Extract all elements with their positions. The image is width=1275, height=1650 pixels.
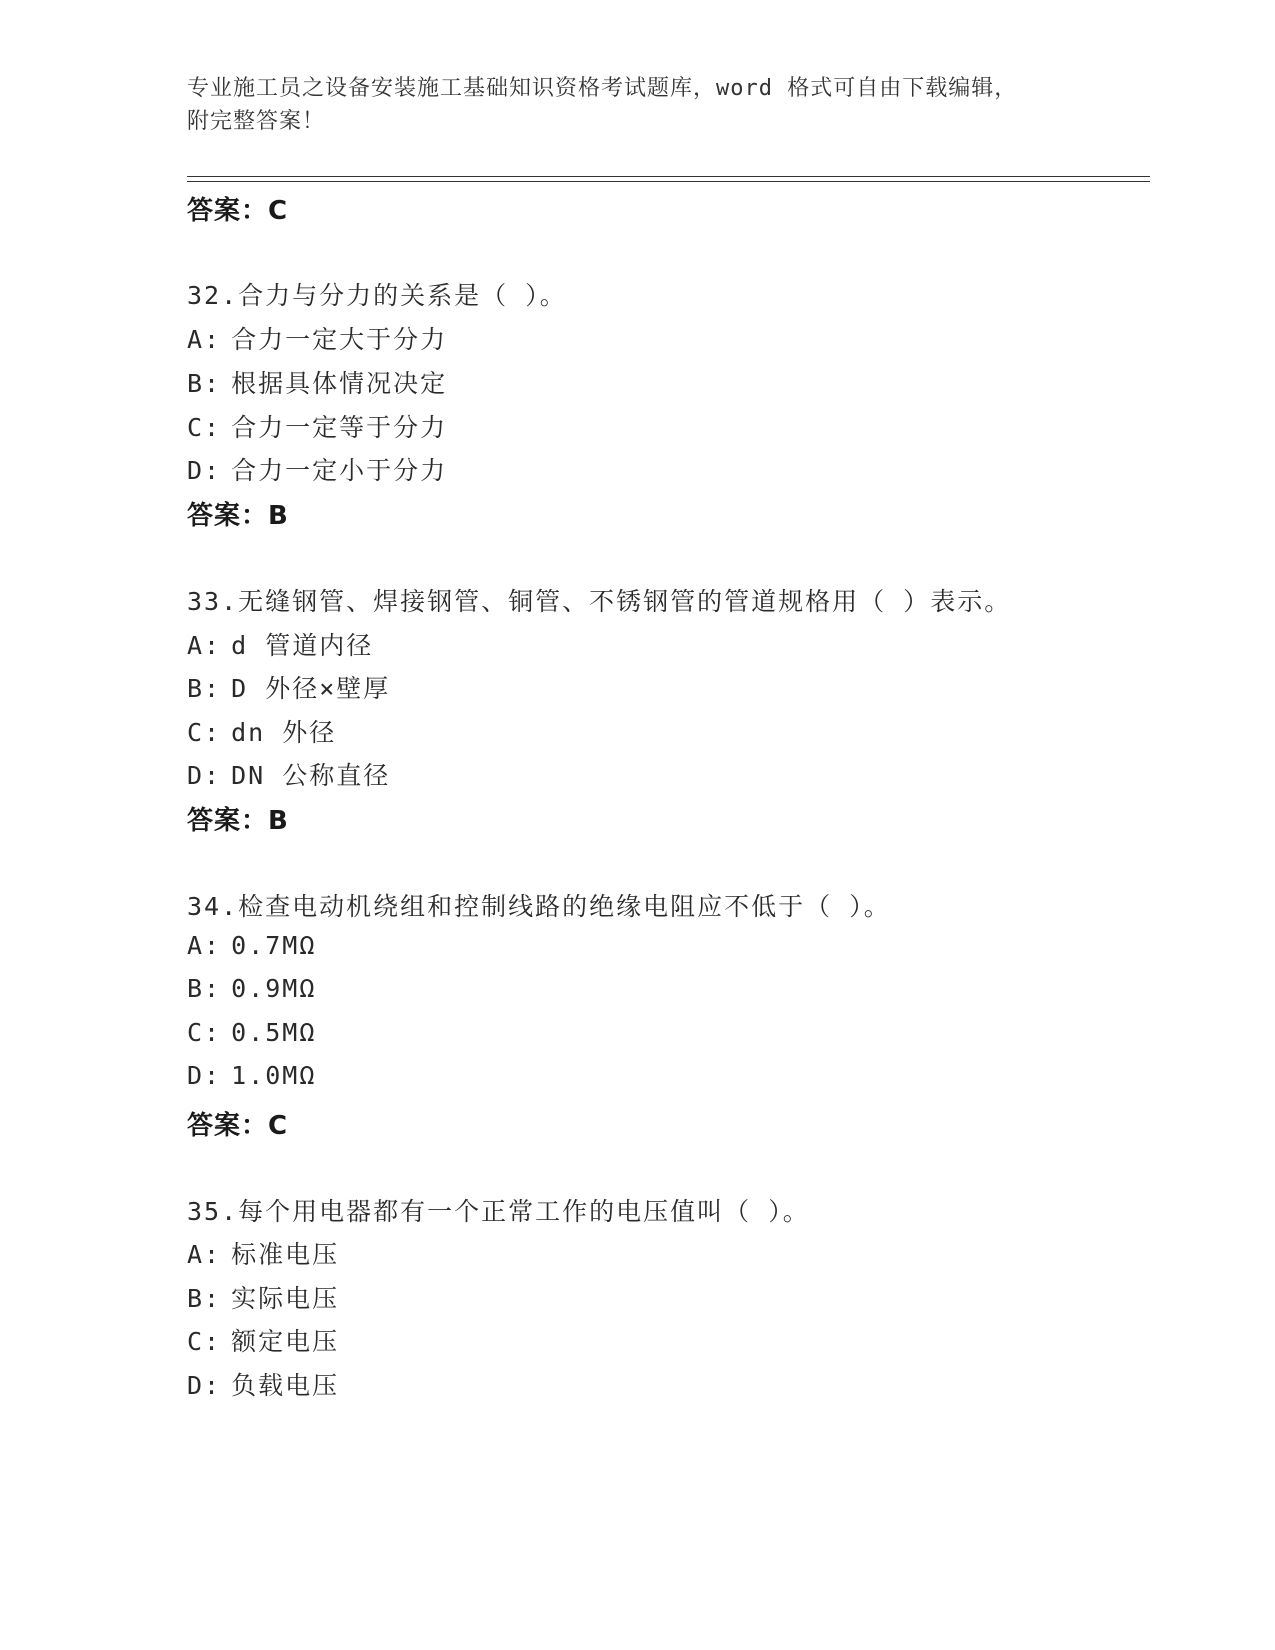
- question-32-option-b: [187, 364, 447, 400]
- question-35-option-a: [187, 1235, 339, 1271]
- option-letter: B:: [187, 1284, 222, 1313]
- option-text: 合力一定大于分力: [231, 325, 448, 354]
- option-letter: A:: [187, 325, 222, 354]
- option-text: 实际电压: [231, 1284, 340, 1313]
- option-letter: D:: [187, 456, 222, 485]
- question-34-answer: 答案：C: [187, 1111, 289, 1141]
- option-letter: D:: [187, 1061, 222, 1090]
- option-text: DN 公称直径: [231, 761, 391, 790]
- option-letter: B:: [187, 369, 222, 398]
- question-32-answer: 答案：B: [187, 501, 289, 531]
- question-32-option-d: [187, 451, 447, 487]
- option-letter: C:: [187, 718, 222, 747]
- question-34-stem: 34.检查电动机绕组和控制线路的绝缘电阻应不低于（ ）。: [187, 892, 891, 921]
- option-letter: A:: [187, 631, 222, 660]
- question-33-answer: 答案：B: [187, 806, 289, 836]
- option-text: d 管道内径: [231, 631, 374, 660]
- option-text: 0.5MΩ: [231, 1018, 317, 1047]
- question-34-option-c: [187, 1018, 316, 1047]
- question-34-option-d: [187, 1061, 316, 1090]
- option-text: 0.7MΩ: [231, 931, 317, 960]
- question-32-option-c: [187, 408, 447, 444]
- option-text: 合力一定等于分力: [231, 413, 448, 442]
- option-text: 0.9MΩ: [231, 974, 317, 1003]
- question-35-stem: 35.每个用电器都有一个正常工作的电压值叫（ ）。: [187, 1197, 810, 1226]
- option-text: 1.0MΩ: [231, 1061, 317, 1090]
- question-35-option-c: [187, 1322, 339, 1358]
- header-line-1: 专业施工员之设备安装施工基础知识资格考试题库，word 格式可自由下载编辑，: [187, 76, 1018, 101]
- option-text: 合力一定小于分力: [231, 456, 448, 485]
- question-32-option-a: [187, 320, 447, 356]
- option-text: 根据具体情况决定: [231, 369, 448, 398]
- question-33-option-c: [187, 713, 336, 749]
- header-rule-top: [187, 176, 1150, 177]
- option-letter: B:: [187, 674, 222, 703]
- question-32-stem: 32.合力与分力的关系是（ ）。: [187, 281, 567, 310]
- option-letter: A:: [187, 1240, 222, 1269]
- answer-previous: 答案：C: [187, 196, 289, 226]
- question-33-option-d: [187, 756, 390, 792]
- document-header: [187, 72, 1087, 138]
- option-text: 标准电压: [231, 1240, 340, 1269]
- question-35-option-d: [187, 1366, 339, 1402]
- option-letter: C:: [187, 413, 222, 442]
- question-34-option-b: [187, 974, 316, 1003]
- option-letter: C:: [187, 1018, 222, 1047]
- header-line-2: 附完整答案！: [187, 109, 326, 134]
- option-letter: A:: [187, 931, 222, 960]
- option-text: dn 外径: [231, 718, 337, 747]
- option-text: 负载电压: [231, 1371, 340, 1400]
- option-letter: C:: [187, 1327, 222, 1356]
- option-letter: D:: [187, 761, 222, 790]
- question-33-option-b: [187, 669, 390, 705]
- option-text: 额定电压: [231, 1327, 340, 1356]
- option-letter: D:: [187, 1371, 222, 1400]
- option-text: D 外径×壁厚: [231, 674, 391, 703]
- question-35-option-b: [187, 1279, 339, 1315]
- option-letter: B:: [187, 974, 222, 1003]
- header-rule-bottom: [187, 181, 1150, 182]
- question-33-option-a: [187, 626, 373, 662]
- question-34-option-a: [187, 931, 316, 960]
- question-33-stem: 33.无缝钢管、焊接钢管、铜管、不锈钢管的管道规格用（ ）表示。: [187, 587, 1012, 616]
